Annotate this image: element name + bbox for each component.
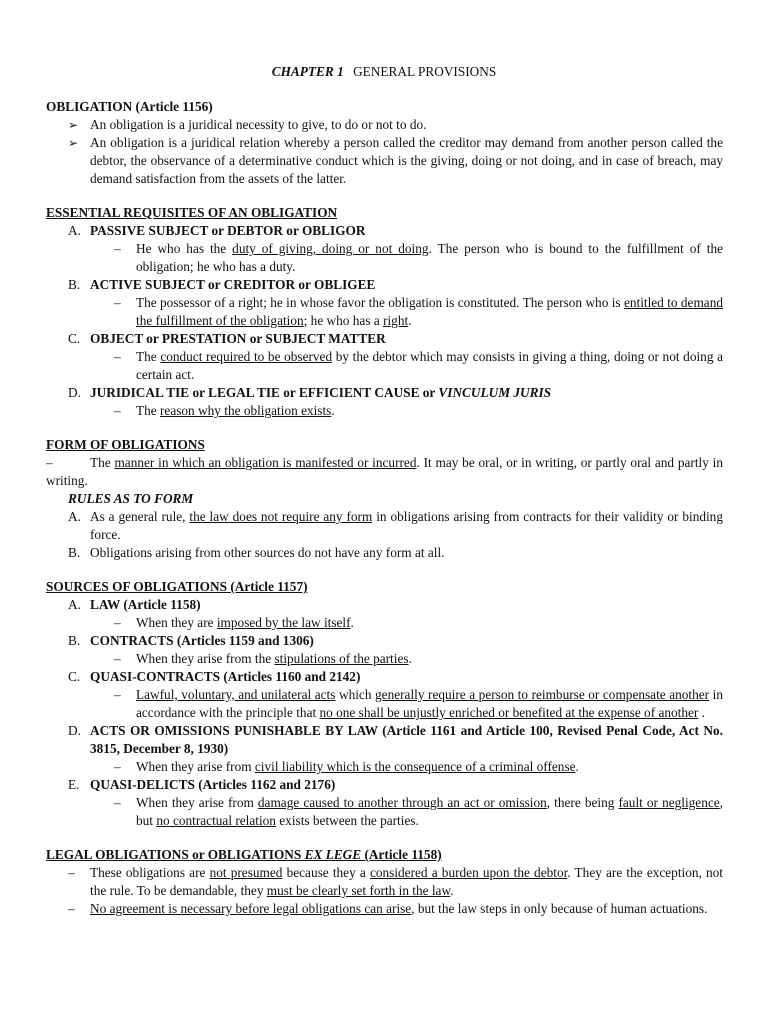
obligation-heading: OBLIGATION (Article 1156) — [46, 99, 213, 114]
obligation-definition-1 — [46, 116, 723, 134]
source-b-title — [46, 632, 723, 650]
requisite-b-title — [46, 276, 723, 294]
item-title: CONTRACTS (Articles 1159 and 1306) — [90, 633, 314, 648]
item-title: JURIDICAL TIE or LEGAL TIE or EFFICIENT CAUSE or — [90, 385, 439, 400]
item-title: QUASI-DELICTS (Articles 1162 and 2176) — [90, 777, 336, 792]
dash-bullet-icon: – — [114, 295, 121, 310]
item-label: D. — [68, 723, 81, 738]
legal-obligations-point-2: – No agreement is necessary before legal obligations can arise, but the law steps in only because of human actuations. — [68, 901, 708, 916]
requisites-heading: ESSENTIAL REQUISITES OF AN OBLIGATION — [46, 205, 338, 220]
item-label: A. — [68, 223, 81, 238]
dash-bullet-icon: – — [114, 241, 121, 256]
dash-bullet-icon: – — [46, 455, 53, 470]
item-title: LAW (Article 1158) — [90, 597, 201, 612]
obligation-definition-2 — [46, 134, 723, 188]
item-label: B. — [68, 277, 81, 292]
source-a-title — [46, 596, 723, 614]
item-label: D. — [68, 385, 81, 400]
dash-bullet-icon: – — [114, 615, 121, 630]
requisite-c-text: – The conduct required to be observed by the debtor which may consists in giving a thing, doing or not doing a certain act. — [114, 349, 723, 382]
item-title: ACTS OR OMISSIONS PUNISHABLE BY LAW (Article 1161 and Article 100, Revised Penal Code, Act No. 3815, December 8, 1930) — [90, 723, 723, 756]
item-title: ACTIVE SUBJECT or CREDITOR or OBLIGEE — [90, 277, 376, 292]
chapter-name: GENERAL PROVISIONS — [353, 64, 497, 79]
page-title — [0, 63, 768, 81]
item-label: E. — [68, 777, 80, 792]
item-title: PASSIVE SUBJECT or DEBTOR or OBLIGOR — [90, 223, 366, 238]
item-title-latin: VINCULUM JURIS — [438, 385, 552, 400]
source-c-text: – Lawful, voluntary, and unilateral acts which generally require a person to reimburse or compensate another in accordance with the principle that no one shall be unjustly enriched or benefited at the expense of another . — [114, 687, 723, 720]
dash-bullet-icon: – — [114, 795, 121, 810]
item-label: C. — [68, 669, 81, 684]
form-rule-b: B. Obligations arising from other sources do not have any form at all. — [68, 545, 445, 560]
paragraph-text: An obligation is a juridical necessity to give, to do or not to do. — [90, 117, 427, 132]
dash-bullet-icon: – — [68, 901, 75, 916]
source-d-text: – When they arise from civil liability which is the consequence of a criminal offense. — [114, 759, 579, 774]
source-c-title — [46, 668, 723, 686]
arrow-bullet-icon: ➢ — [68, 136, 79, 150]
requisite-b-text: – The possessor of a right; he in whose favor the obligation is constituted. The person who is entitled to demand the fulfillment of the obligation; he who has a right. — [114, 295, 723, 328]
item-label: A. — [68, 509, 81, 524]
dash-bullet-icon: – — [114, 349, 121, 364]
legal-obligations-point-1: – These obligations are not presumed because they a considered a burden upon the debtor. They are the exception, not the rule. To be demandable, they must be clearly set forth in the law. — [68, 865, 723, 898]
form-rule-a: A. As a general rule, the law does not require any form in obligations arising from contracts for their validity or binding force. — [68, 509, 723, 542]
requisite-a-text: – He who has the duty of giving, doing or not doing. The person who is bound to the fulfillment of the obligation; he who has a duty. — [114, 241, 723, 274]
item-label: B. — [68, 633, 81, 648]
requisite-a-title — [46, 222, 723, 240]
item-label: B. — [68, 545, 81, 560]
sources-heading: SOURCES OF OBLIGATIONS (Article 1157) — [46, 579, 308, 594]
item-title: QUASI-CONTRACTS (Articles 1160 and 2142) — [90, 669, 361, 684]
dash-bullet-icon: – — [114, 403, 121, 418]
source-e-title — [46, 776, 723, 794]
paragraph-text: An obligation is a juridical relation whereby a person called the creditor may demand from another person called the debtor, the observance of a determinative conduct which is the giving, doing or not doing, and in case of breach, may demand satisfaction from the assets of the latter. — [90, 135, 723, 186]
chapter-label: CHAPTER 1 — [271, 64, 344, 79]
source-e-text: – When they arise from damage caused to another through an act or omission, there being fault or negligence, but no contractual relation exists between the parties. — [114, 795, 723, 828]
source-a-text: – When they are imposed by the law itself. — [114, 615, 354, 630]
arrow-bullet-icon: ➢ — [68, 118, 79, 132]
form-heading: FORM OF OBLIGATIONS — [46, 437, 205, 452]
form-definition: – The manner in which an obligation is manifested or incurred. It may be oral, or in writing, or partly oral and partly in writing. — [46, 455, 724, 488]
item-title: OBJECT or PRESTATION or SUBJECT MATTER — [90, 331, 386, 346]
requisite-d-text: – The reason why the obligation exists. — [114, 403, 335, 418]
item-label: A. — [68, 597, 81, 612]
source-d-title — [46, 722, 723, 758]
legal-obligations-heading: LEGAL OBLIGATIONS or OBLIGATIONS EX LEGE (Article 1158) — [46, 847, 442, 862]
source-b-text: – When they arise from the stipulations of the parties. — [114, 651, 412, 666]
rules-as-to-form-heading: RULES AS TO FORM — [68, 491, 194, 506]
dash-bullet-icon: – — [114, 687, 121, 702]
requisite-d-title — [46, 384, 723, 402]
dash-bullet-icon: – — [114, 759, 121, 774]
dash-bullet-icon: – — [114, 651, 121, 666]
document-body — [46, 98, 723, 918]
requisite-c-title — [46, 330, 723, 348]
item-label: C. — [68, 331, 81, 346]
dash-bullet-icon: – — [68, 865, 75, 880]
